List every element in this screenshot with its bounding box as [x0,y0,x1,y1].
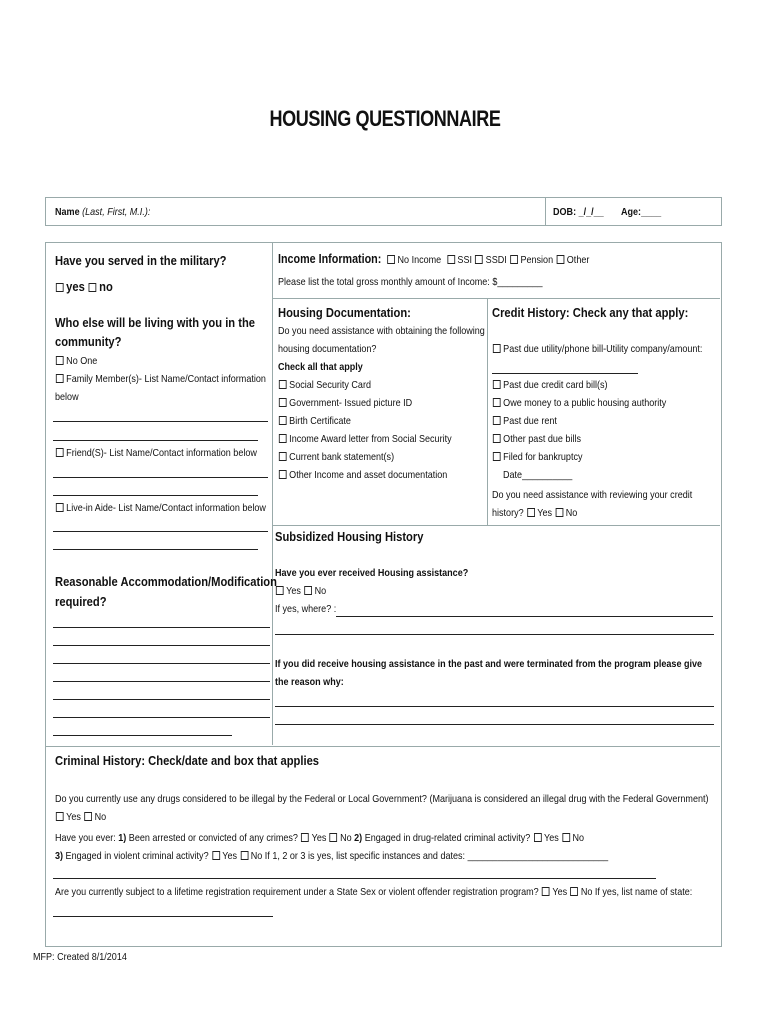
drugs-options: Yes No [55,808,106,826]
housing-docs-check-all: Check all that apply [278,361,363,373]
friends-line-1[interactable] [53,477,268,478]
other-bills-checkbox[interactable] [493,434,501,443]
award-letter-checkbox[interactable] [279,434,287,443]
registry-no-checkbox[interactable] [571,887,579,896]
household-aide: Live-in Aide- List Name/Contact information below [55,499,266,517]
where-line-2[interactable] [275,634,714,635]
instances-line[interactable] [53,878,656,879]
family-line-1[interactable] [53,421,268,422]
q1-yes-checkbox[interactable] [301,833,309,842]
terminated-question-2: the reason why: [275,676,344,688]
criminal-title: Criminal History: Check/date and box that applies [55,753,320,768]
accommodation-line-4[interactable] [53,681,270,682]
name-label: Name [55,206,80,218]
income-pension-checkbox[interactable] [510,255,518,264]
family-line-2[interactable] [53,440,258,441]
q3-yes-checkbox[interactable] [212,851,220,860]
credit-card-checkbox[interactable] [493,380,501,389]
household-question-1: Who else will be living with you in the [55,315,256,330]
accommodation-line-2[interactable] [53,645,270,646]
accommodation-question-1: Reasonable Accommodation/Modification [55,574,277,589]
housing-docs-question-1: Do you need assistance with obtaining the following [278,325,485,337]
housing-doc-item: Other Income and asset documentation [278,466,447,484]
subsidized-question: Have you ever received Housing assistance? [275,567,469,579]
bankruptcy-checkbox[interactable] [493,452,501,461]
terminated-question-1: If you did receive housing assistance in the past and were terminated from the program please give [275,658,703,670]
drugs-question: Do you currently use any drugs considered to be illegal by the Federal or Local Government? (Marijuana is considered an illegal drug with the Federal Government) [55,793,709,805]
credit-review-no-checkbox[interactable] [555,508,563,517]
income-ssi-checkbox[interactable] [447,255,455,264]
where-line-1[interactable] [336,616,713,617]
housing-doc-item: Birth Certificate [278,412,351,430]
credit-item: Owe money to a public housing authority [492,394,666,412]
footer-created: MFP: Created 8/1/2014 [33,951,127,963]
drugs-no-checkbox[interactable] [84,812,92,821]
credit-review-1: Do you need assistance with reviewing your credit [492,489,693,501]
drugs-yes-checkbox[interactable] [56,812,64,821]
subsidized-no-checkbox[interactable] [304,586,312,595]
military-yes-checkbox[interactable] [56,283,64,292]
household-family: Family Member(s)- List Name/Contact information [55,370,266,388]
aide-line-2[interactable] [53,549,258,550]
q3-no-checkbox[interactable] [240,851,248,860]
credit-title: Credit History: Check any that apply: [492,305,689,320]
name-field[interactable] [55,203,150,221]
accommodation-line-3[interactable] [53,663,270,664]
credit-item: Past due credit card bill(s) [492,376,608,394]
housing-doc-item: Current bank statement(s) [278,448,394,466]
utility-checkbox[interactable] [493,344,501,353]
q2-yes-checkbox[interactable] [534,833,542,842]
friends-line-2[interactable] [53,495,258,496]
credit-review-2: history? Yes No [492,507,578,519]
household-family-2: below [55,391,79,403]
have-you-ever-row: Have you ever: 1) Been arrested or convicted of any crimes? Yes No 2) Engaged in drug-related criminal activity? Yes No [55,832,585,844]
income-ssdi-checkbox[interactable] [475,255,483,264]
income-label: Income Information: [278,252,382,266]
credit-item: Filed for bankruptcy [492,448,582,466]
registry-row: Are you currently subject to a lifetime registration requirement under a State Sex or violent offender registration program? Yes No If yes, list name of state: [55,886,693,898]
credit-utility: Past due utility/phone bill-Utility company/amount: [492,340,702,358]
credit-item: Other past due bills [492,430,581,448]
past-rent-checkbox[interactable] [493,416,501,425]
aide-checkbox[interactable] [56,503,64,512]
housing-docs-title: Housing Documentation: [278,305,411,320]
housing-docs-question-2: housing documentation? [278,343,377,355]
accommodation-question-2: required? [55,594,107,609]
family-checkbox[interactable] [56,374,64,383]
accommodation-line-1[interactable] [53,627,270,628]
military-no-checkbox[interactable] [89,283,97,292]
subsidized-title: Subsidized Housing History [275,529,424,544]
other-docs-checkbox[interactable] [279,470,287,479]
bankruptcy-date[interactable]: Date__________ [503,469,573,481]
utility-line[interactable] [492,373,638,374]
bank-statement-checkbox[interactable] [279,452,287,461]
military-question: Have you served in the military? [55,253,227,268]
housing-doc-item: Social Security Card [278,376,371,394]
terminated-line-1[interactable] [275,706,714,707]
pha-debt-checkbox[interactable] [493,398,501,407]
military-options: yes no [55,278,113,296]
ss-card-checkbox[interactable] [279,380,287,389]
accommodation-line-5[interactable] [53,699,270,700]
dob-field[interactable]: DOB: _/_/__ [553,206,604,218]
state-line[interactable] [53,916,273,917]
accommodation-line-7[interactable] [53,735,232,736]
photo-id-checkbox[interactable] [279,398,287,407]
birth-cert-checkbox[interactable] [279,416,287,425]
no-one-checkbox[interactable] [56,356,64,365]
registry-yes-checkbox[interactable] [542,887,550,896]
subsidized-where: If yes, where? : [275,603,337,615]
terminated-line-2[interactable] [275,724,714,725]
household-no-one: No One [55,352,97,370]
page-title: HOUSING QUESTIONNAIRE [269,106,501,131]
age-field[interactable]: Age:____ [621,206,662,218]
accommodation-line-6[interactable] [53,717,270,718]
income-gross-prompt[interactable]: Please list the total gross monthly amount of Income: $_________ [278,276,543,288]
q1-no-checkbox[interactable] [330,833,338,842]
credit-item: Past due rent [492,412,557,430]
housing-doc-item: Income Award letter from Social Security [278,430,452,448]
income-none-checkbox[interactable] [387,255,395,264]
household-question-2: community? [55,334,122,349]
q2-no-checkbox[interactable] [562,833,570,842]
credit-review-yes-checkbox[interactable] [527,508,535,517]
household-friends: Friend(S)- List Name/Contact information below [55,444,257,462]
subsidized-options: Yes No [275,582,326,600]
violent-row: 3) Engaged in violent criminal activity? Yes No If 1, 2 or 3 is yes, list specific instances and dates: ____________________________ [55,850,609,862]
income-other-checkbox[interactable] [556,255,564,264]
name-hint: (Last, First, M.I.): [82,206,151,218]
income-row: Income Information: No Income SSI SSDI Pension Other [278,252,590,266]
subsidized-yes-checkbox[interactable] [276,586,284,595]
friends-checkbox[interactable] [56,448,64,457]
aide-line-1[interactable] [53,531,268,532]
housing-doc-item: Government- Issued picture ID [278,394,412,412]
